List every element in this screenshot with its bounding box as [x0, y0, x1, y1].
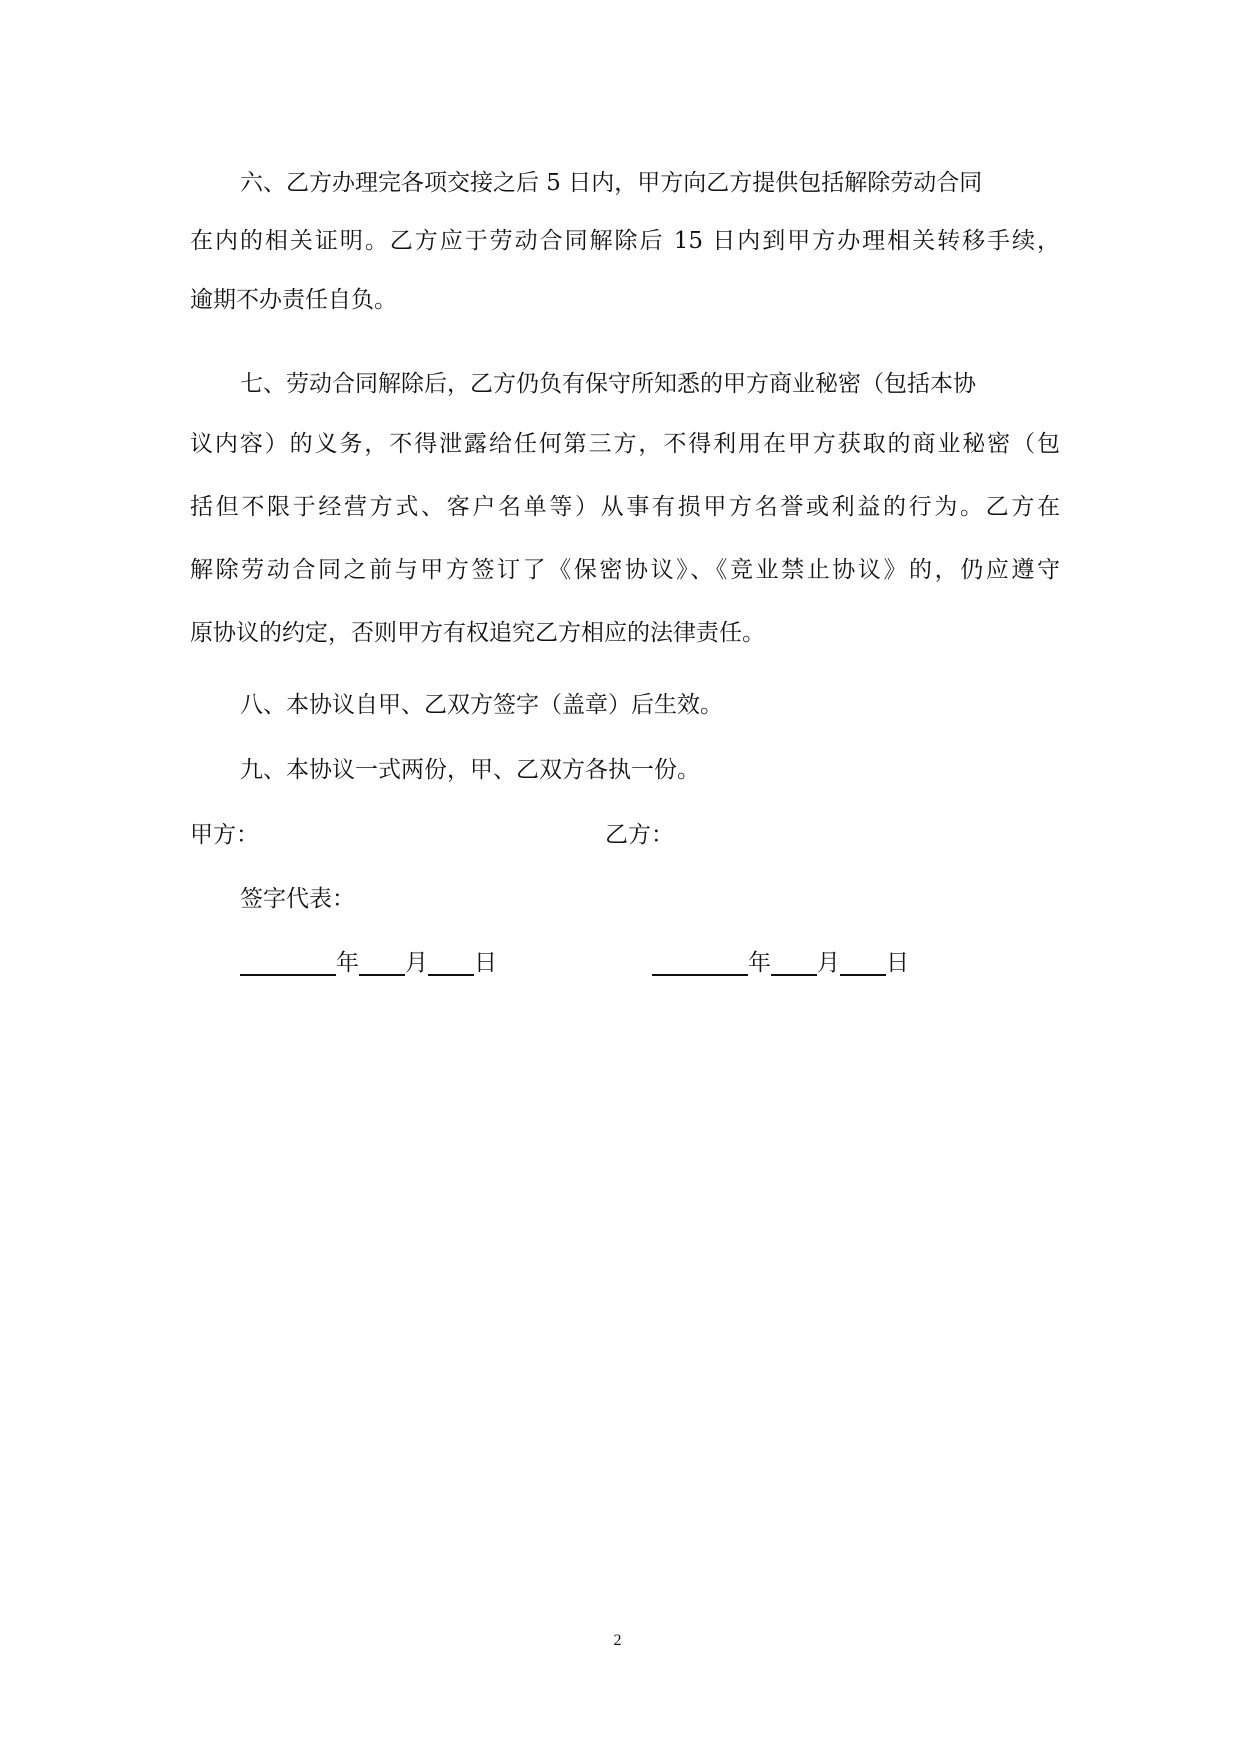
- clause-six-line-1: 六、乙方办理完各项交接之后 5 日内，甲方向乙方提供包括解除劳动合同: [240, 170, 983, 196]
- party-b-label: 乙方：: [605, 822, 674, 848]
- clause-seven-line-2: 议内容）的义务，不得泄露给任何第三方，不得利用在甲方获取的商业秘密（包: [190, 431, 1060, 457]
- month-label: 月: [405, 950, 428, 976]
- month-blank: [359, 952, 405, 976]
- representative-label: 签字代表：: [240, 886, 355, 912]
- party-labels-row: [190, 820, 259, 850]
- clause-six-line-2: 在内的相关证明。乙方应于劳动合同解除后 15 日内到甲方办理相关转移手续，: [190, 228, 1060, 254]
- month-label: 月: [817, 950, 840, 976]
- year-blank: [240, 952, 336, 976]
- month-blank: [771, 952, 817, 976]
- year-blank: [652, 952, 748, 976]
- year-label: 年: [748, 950, 771, 976]
- party-a-date: [240, 948, 497, 978]
- year-label: 年: [336, 950, 359, 976]
- clause-seven-line-1: 七、劳动合同解除后，乙方仍负有保守所知悉的甲方商业秘密（包括本协: [240, 371, 976, 397]
- clause-eight: 八、本协议自甲、乙双方签字（盖章）后生效。: [240, 692, 723, 718]
- clause-seven-line-5: 原协议的约定，否则甲方有权追究乙方相应的法律责任。: [190, 620, 765, 646]
- day-label: 日: [886, 950, 909, 976]
- day-label: 日: [474, 950, 497, 976]
- party-a-label: 甲方：: [190, 822, 259, 848]
- clause-seven-line-4: 解除劳动合同之前与甲方签订了《保密协议》、《竞业禁止协议》的，仍应遵守: [190, 557, 1060, 583]
- party-b-date: [652, 948, 909, 978]
- clause-nine: 九、本协议一式两份，甲、乙双方各执一份。: [240, 757, 700, 783]
- day-blank: [840, 952, 886, 976]
- clause-six-line-3: 逾期不办责任自负。: [190, 287, 397, 313]
- page-number: 2: [613, 1632, 622, 1649]
- day-blank: [428, 952, 474, 976]
- clause-seven-line-3: 括但不限于经营方式、客户名单等）从事有损甲方名誉或利益的行为。乙方在: [190, 494, 1060, 520]
